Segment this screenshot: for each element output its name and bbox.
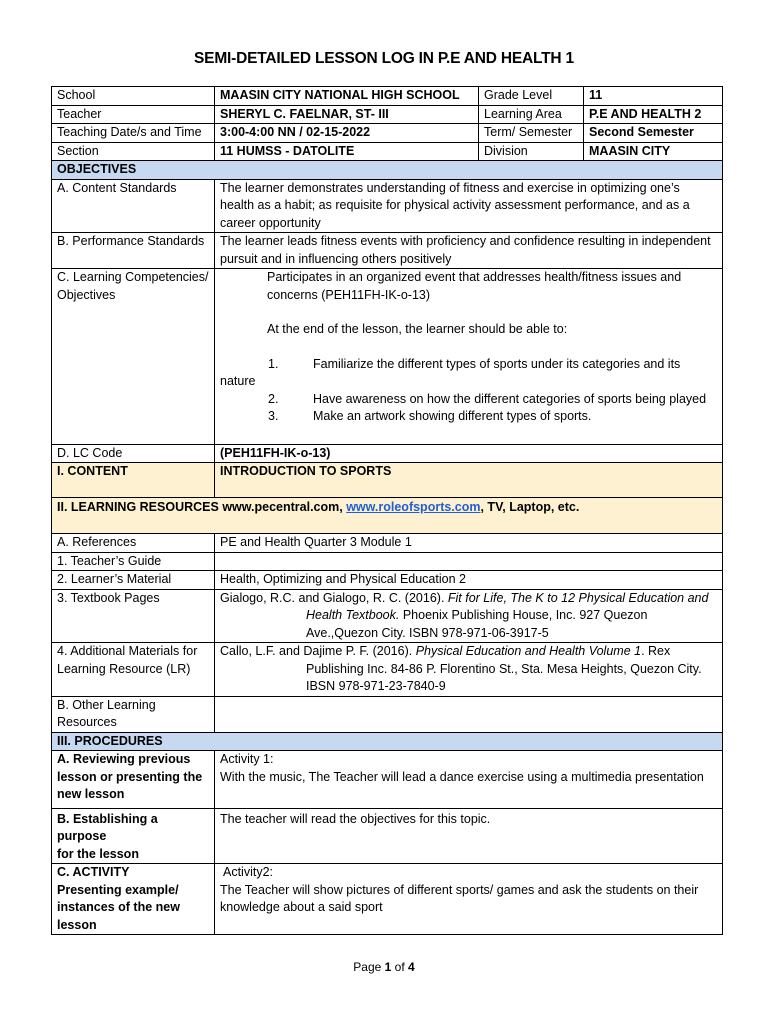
- term-label: Term/ Semester: [479, 124, 584, 143]
- label-line: Presenting example/: [57, 882, 179, 897]
- label-line: B. Establishing a purpose: [57, 811, 158, 843]
- table-row: [52, 534, 723, 553]
- objective-text: Make an artwork showing different types of sports.: [313, 409, 592, 423]
- label-line: C. ACTIVITY: [57, 865, 130, 879]
- section-label: Section: [52, 142, 215, 161]
- competencies-label-line: Objectives: [57, 287, 116, 302]
- textbook-pages-value: [215, 589, 723, 643]
- label-line: A. Reviewing previous: [57, 752, 191, 766]
- purpose-value: The teacher will read the objectives for this topic.: [215, 808, 723, 864]
- label-line: B. Other Learning: [57, 697, 156, 712]
- label-line: Resources: [57, 715, 117, 729]
- grade-value: 11: [584, 87, 723, 106]
- term-value: Second Semester: [584, 124, 723, 143]
- date-label: Teaching Date/s and Time: [52, 124, 215, 143]
- citation-line: [220, 643, 717, 661]
- additional-materials-label: [52, 643, 215, 697]
- table-row: [52, 269, 723, 445]
- objective-text: Have awareness on how the different categories of sports being played: [313, 391, 707, 406]
- citation-title: Physical Education and Health Volume 1: [415, 644, 642, 658]
- citation-title: Fit for Life, The K to 12 Physical Education and: [447, 590, 709, 605]
- table-row: [52, 87, 723, 106]
- table-row: [52, 589, 723, 643]
- resource-link[interactable]: www.roleofsports.com: [346, 500, 481, 514]
- objective-item: [220, 356, 717, 391]
- activity-title: Activity 1:: [220, 752, 274, 766]
- citation-title: Health Textbook.: [306, 608, 400, 622]
- label-line: new lesson: [57, 787, 125, 801]
- table-row: [52, 751, 723, 809]
- procedures-header: III. PROCEDURES: [52, 732, 723, 751]
- table-row: [52, 571, 723, 590]
- purpose-label: [52, 808, 215, 864]
- lesson-log-table: [51, 86, 723, 935]
- table-row: [52, 808, 723, 864]
- learners-material-value: Health, Optimizing and Physical Education 2: [215, 571, 723, 590]
- content-row: [52, 463, 723, 498]
- citation-publisher: Phoenix Publishing House, Inc. 927 Quezon: [399, 608, 648, 622]
- area-label: Learning Area: [479, 105, 584, 124]
- activity-text: The Teacher will show pictures of different sports/ games and ask the students on their knowledge about a said sport: [220, 882, 699, 914]
- objectives-header-row: [52, 161, 723, 180]
- table-row: [52, 444, 723, 463]
- date-value: 3:00-4:00 NN / 02-15-2022: [215, 124, 479, 143]
- citation-rest: . Rex: [641, 644, 671, 658]
- teacher-value: SHERYL C. FAELNAR, ST- III: [215, 105, 479, 124]
- resources-row: [52, 498, 723, 534]
- table-row: [52, 696, 723, 732]
- reviewing-label: [52, 751, 215, 809]
- citation-line: [220, 590, 717, 608]
- teachers-guide-label: 1. Teacher’s Guide: [52, 552, 215, 571]
- textbook-pages-label: 3. Textbook Pages: [52, 589, 215, 643]
- citation-authors: Gialogo, R.C. and Gialogo, R. C. (2016).: [220, 590, 448, 605]
- page-footer: [0, 960, 768, 974]
- label-line: for the lesson: [57, 846, 139, 861]
- table-row: [52, 643, 723, 697]
- learning-resources: [52, 498, 723, 534]
- competencies-label: [52, 269, 215, 445]
- page-total: 4: [408, 960, 415, 974]
- procedures-header-row: [52, 732, 723, 751]
- page-of: of: [394, 960, 405, 974]
- school-label: School: [52, 87, 215, 106]
- grade-label: Grade Level: [479, 87, 584, 106]
- page-current: 1: [384, 960, 392, 974]
- lc-code-label: D. LC Code: [52, 444, 215, 463]
- teacher-label: Teacher: [52, 105, 215, 124]
- label-line: lesson: [57, 917, 97, 932]
- school-value: MAASIN CITY NATIONAL HIGH SCHOOL: [215, 87, 479, 106]
- reviewing-value: [215, 751, 723, 809]
- objective-number: 2.: [268, 391, 279, 406]
- citation-line: IBSN 978-971-23-7840-9: [306, 679, 446, 693]
- teachers-guide-value: [215, 552, 723, 571]
- competency-line: concerns (PEH11FH-IK-o-13): [267, 287, 431, 302]
- additional-materials-value: [215, 643, 723, 697]
- activity-value: [215, 864, 723, 935]
- section-value: 11 HUMSS - DATOLITE: [215, 142, 479, 161]
- activity-label: [52, 864, 215, 935]
- resources-label: II. LEARNING RESOURCES: [57, 500, 219, 514]
- division-label: Division: [479, 142, 584, 161]
- objectives-header: OBJECTIVES: [52, 161, 723, 180]
- competencies-label-line: C. Learning Competencies/: [57, 270, 209, 284]
- content-value: INTRODUCTION TO SPORTS: [215, 463, 723, 498]
- resource-rest: , TV, Laptop, etc.: [480, 500, 580, 514]
- activity-text: With the music, The Teacher will lead a dance exercise using a multimedia presentation: [220, 769, 704, 784]
- other-resources-label: [52, 696, 215, 732]
- lesson-intro: At the end of the lesson, the learner should be able to:: [267, 322, 568, 336]
- resource-site: www.pecentral.com,: [222, 500, 343, 514]
- content-standards-value: The learner demonstrates understanding of fitness and exercise in optimizing one’s health as a habit; as requisite for physical activity assessment performance, and as a career opportunity: [215, 179, 723, 233]
- table-row: [52, 233, 723, 269]
- objective-item: [220, 391, 717, 409]
- page-word: Page: [353, 960, 382, 974]
- label-line: instances of the new: [57, 900, 180, 914]
- label-line: 4. Additional Materials for: [57, 644, 198, 658]
- competency-line: Participates in an organized event that addresses health/fitness issues and: [267, 270, 682, 284]
- citation-authors: Callo, L.F. and Dajime P. F. (2016).: [220, 644, 416, 658]
- area-value: P.E AND HEALTH 2: [584, 105, 723, 124]
- citation-line: Publishing Inc. 84-86 P. Florentino St., Sta. Mesa Heights, Quezon City.: [306, 661, 702, 676]
- performance-standards-label: B. Performance Standards: [52, 233, 215, 269]
- table-row: [52, 124, 723, 143]
- table-row: [52, 179, 723, 233]
- citation-line: [220, 607, 717, 625]
- division-value: MAASIN CITY: [584, 142, 723, 161]
- content-label: I. CONTENT: [52, 463, 215, 498]
- content-standards-label: A. Content Standards: [52, 179, 215, 233]
- citation-line: Ave.,Quezon City. ISBN 978-971-06-3917-5: [306, 625, 549, 640]
- table-row: [52, 552, 723, 571]
- activity-title: Activity2:: [223, 865, 274, 879]
- references-label: A. References: [52, 534, 215, 553]
- table-row: [52, 105, 723, 124]
- references-value: PE and Health Quarter 3 Module 1: [215, 534, 723, 553]
- other-resources-value: [215, 696, 723, 732]
- objective-text: Familiarize the different types of sports under its categories and its nature: [220, 356, 681, 388]
- lc-code-value: (PEH11FH-IK-o-13): [215, 444, 723, 463]
- table-row: [52, 142, 723, 161]
- competencies-value: [215, 269, 723, 445]
- objective-item: [220, 408, 717, 426]
- learners-material-label: 2. Learner’s Material: [52, 571, 215, 590]
- label-line: lesson or presenting the: [57, 769, 203, 784]
- objective-number: 3.: [268, 409, 279, 423]
- table-row: [52, 864, 723, 935]
- performance-standards-value: The learner leads fitness events with proficiency and confidence resulting in independent pursuit and in influencing others positively: [215, 233, 723, 269]
- objective-number: 1.: [268, 356, 279, 371]
- document-title: SEMI-DETAILED LESSON LOG IN P.E AND HEALTH 1: [194, 50, 574, 67]
- label-line: Learning Resource (LR): [57, 661, 191, 676]
